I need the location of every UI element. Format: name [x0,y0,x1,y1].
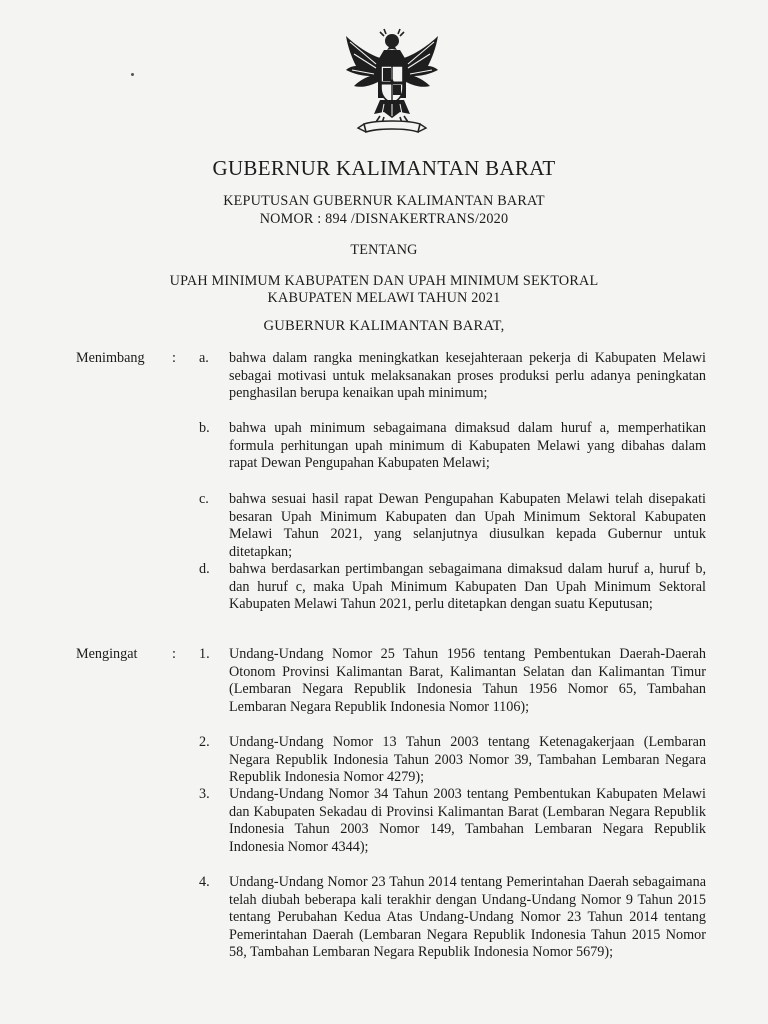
list-item-text: bahwa upah minimum sebagaimana dimaksud dalam huruf a, memperhatikan formula perhitungan upah minimum di Kabupaten Melawi yang dibahas dalam rapat Dewan Pengupahan Kabupaten Melawi; [229,420,706,472]
menimbang-label: Menimbang [76,350,145,366]
list-item-text: bahwa sesuai hasil rapat Dewan Pengupahan Kabupaten Melawi telah disepakati besaran Upah Minimum Kabupaten dan Upah Minimum Sektoral Kabupaten Melawi Tahun 2021, yang selanjutnya diusulkan kepada Gubernur untuk ditetapkan; [229,491,706,560]
list-item-text: Undang-Undang Nomor 25 Tahun 1956 tentang Pembentukan Daerah-Daerah Otonom Provinsi Kalimantan Barat, Kalimantan Selatan dan Kalimantan Timur (Lembaran Negara Republik Indonesia Tahun 1956 Nomor 65, Tambahan Lembaran Negara Republik Indonesia Nomor 1106); [229,646,706,715]
page-title: GUBERNUR KALIMANTAN BARAT [212,156,556,180]
list-item-marker: a. [199,350,209,366]
list-item-text: bahwa dalam rangka meningkatkan kesejahteraan pekerja di Kabupaten Melawi sebagai motivasi untuk melaksanakan proses produksi perlu adanya peningkatan penghasilan berupa kenaikan upah minimum; [229,350,706,402]
list-item-text: Undang-Undang Nomor 23 Tahun 2014 tentang Pemerintahan Daerah sebagaimana telah diubah beberapa kali terakhir dengan Undang-Undang Nomor 9 Tahun 2015 tentang Perubahan Kedua Atas Undang-Undang Nomor 23 Tahun 2014 tentang Pemerintahan Daerah (Lembaran Negara Republik Indonesia Tahun 2015 Nomor 58, Tambahan Lembaran Negara Republik Indonesia Nomor 5679); [229,874,706,961]
list-item-marker: 2. [199,734,210,750]
about-label: TENTANG [350,242,418,258]
garuda-emblem-icon [340,28,444,136]
list-item-marker: d. [199,561,210,577]
list-item-text: Undang-Undang Nomor 13 Tahun 2003 tentang Ketenagakerjaan (Lembaran Negara Republik Indonesia Tahun 2003 Nomor 39, Tambahan Lembaran Negara Republik Indonesia Nomor 4279); [229,734,706,786]
decree-number: NOMOR : 894 /DISNAKERTRANS/2020 [259,211,509,227]
list-item-text: Undang-Undang Nomor 34 Tahun 2003 tentang Pembentukan Kabupaten Melawi dan Kabupaten Sekadau di Provinsi Kalimantan Barat (Lembaran Negara Republik Indonesia Tahun 2003 Nomor 149, Tambahan Lembaran Negara Republik Indonesia Nomor 4344); [229,786,706,855]
list-item-marker: 1. [199,646,210,662]
mengingat-label: Mengingat [76,646,138,662]
list-item-marker: c. [199,491,209,507]
mengingat-colon: : [172,646,176,662]
subject-line-1: UPAH MINIMUM KABUPATEN DAN UPAH MINIMUM SEKTORAL [169,273,599,289]
list-item-marker: 3. [199,786,210,802]
list-item-marker: 4. [199,874,210,890]
decree-title: KEPUTUSAN GUBERNUR KALIMANTAN BARAT [223,193,545,209]
issuer-line: GUBERNUR KALIMANTAN BARAT, [263,318,505,334]
scan-speck [131,73,134,76]
list-item-text: bahwa berdasarkan pertimbangan sebagaimana dimaksud dalam huruf a, huruf b, dan huruf c, maka Upah Minimum Kabupaten Dan Upah Minimum Sektoral Kabupaten Melawi Tahun 2021, perlu ditetapkan dengan suatu Keputusan; [229,561,706,613]
menimbang-colon: : [172,350,176,366]
list-item-marker: b. [199,420,210,436]
subject-line-2: KABUPATEN MELAWI TAHUN 2021 [267,290,501,306]
